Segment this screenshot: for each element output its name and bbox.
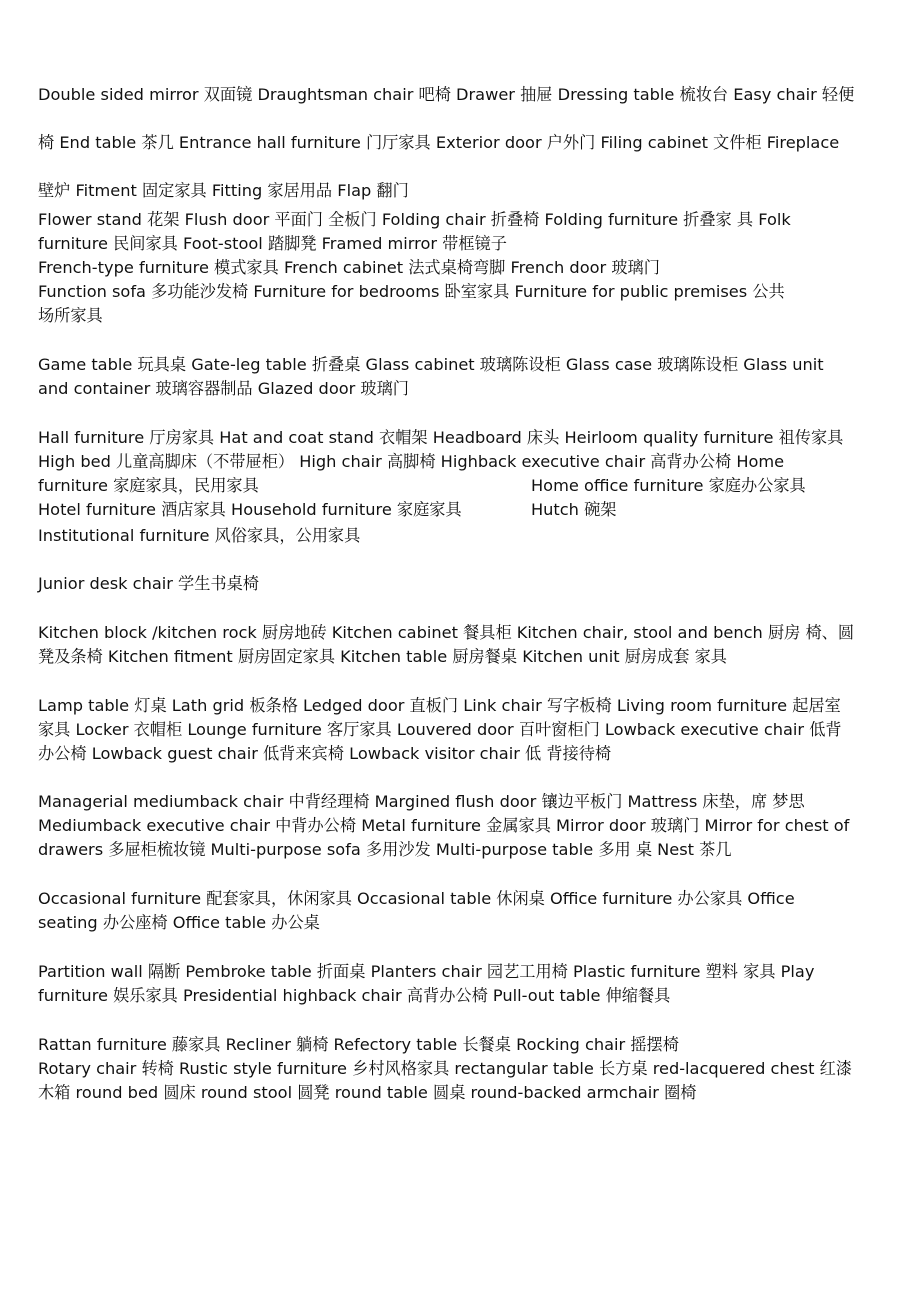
text-line: Kitchen block /kitchen rock 厨房地砖 Kitchen cabinet 餐具柜 Kitchen chair, stool and bench 厨房 椅、圆 <box>38 623 855 642</box>
text-segment: furniture 家庭家具，民用家具 <box>38 476 259 495</box>
text-line: Game table 玩具桌 Gate-leg table 折叠桌 Glass cabinet 玻璃陈设柜 Glass case 玻璃陈设柜 Glass unit <box>38 355 824 374</box>
text-line: High bed 儿童高脚床（不带屉柜） High chair 高脚椅 Highback executive chair 高背办公椅 Home <box>38 452 785 471</box>
text-line: Rotary chair 转椅 Rustic style furniture 乡村风格家具 rectangular table 长方桌 red-lacquered chest 红漆 <box>38 1059 852 1078</box>
text-line: furniture 民间家具 Foot-stool 踏脚凳 Framed mirror 带框镜子 <box>38 234 507 253</box>
text-line: Rattan furniture 藤家具 Recliner 躺椅 Refectory table 长餐桌 Rocking chair 摇摆椅 <box>38 1035 679 1054</box>
text-line: Junior desk chair 学生书桌椅 <box>38 574 259 593</box>
text-line: Managerial mediumback chair 中背经理椅 Margined flush door 镶边平板门 Mattress 床垫，席 梦思 <box>38 792 805 811</box>
text-segment: Hotel furniture 酒店家具 Household furniture 家庭家具 <box>38 500 462 519</box>
text-line: Institutional furniture 风俗家具，公用家具 <box>38 526 361 545</box>
text-line: 办公椅 Lowback guest chair 低背来宾椅 Lowback visitor chair 低 背接待椅 <box>38 744 612 763</box>
text-line: Function sofa 多功能沙发椅 Furniture for bedrooms 卧室家具 Furniture for public premises 公共 <box>38 282 785 301</box>
text-line: Flower stand 花架 Flush door 平面门 全板门 Folding chair 折叠椅 Folding furniture 折叠家 具 Folk <box>38 210 791 229</box>
text-line: drawers 多屉柜梳妆镜 Multi-purpose sofa 多用沙发 Multi-purpose table 多用 桌 Nest 茶几 <box>38 840 732 859</box>
text-line: 家具 Locker 衣帽柜 Lounge furniture 客厅家具 Louvered door 百叶窗柜门 Lowback executive chair 低背 <box>38 720 842 739</box>
text-line: seating 办公座椅 Office table 办公桌 <box>38 913 320 932</box>
text-line: 场所家具 <box>38 306 103 325</box>
text-line: Occasional furniture 配套家具，休闲家具 Occasional table 休闲桌 Office furniture 办公家具 Office <box>38 889 795 908</box>
text-line: Lamp table 灯桌 Lath grid 板条格 Ledged door 直板门 Link chair 写字板椅 Living room furniture 起居室 <box>38 696 841 715</box>
text-segment: Hutch 碗架 <box>531 500 617 519</box>
text-line: Partition wall 隔断 Pembroke table 折面桌 Planters chair 园艺工用椅 Plastic furniture 塑料 家具 Play <box>38 962 815 981</box>
text-line: 凳及条椅 Kitchen fitment 厨房固定家具 Kitchen table 厨房餐桌 Kitchen unit 厨房成套 家具 <box>38 647 727 666</box>
text-line: furniture 娱乐家具 Presidential highback chair 高背办公椅 Pull-out table 伸缩餐具 <box>38 986 671 1005</box>
text-line: Double sided mirror 双面镜 Draughtsman chair 吧椅 Drawer 抽屉 Dressing table 梳妆台 Easy chair 轻便 <box>38 85 855 104</box>
text-line <box>38 498 880 522</box>
text-line: 椅 End table 茶几 Entrance hall furniture 门厅家具 Exterior door 户外门 Filing cabinet 文件柜 Fireplace <box>38 133 840 152</box>
text-line <box>38 474 880 498</box>
text-line: Mediumback executive chair 中背办公椅 Metal furniture 金属家具 Mirror door 玻璃门 Mirror for chest of <box>38 816 850 835</box>
text-line: Hall furniture 厅房家具 Hat and coat stand 衣帽架 Headboard 床头 Heirloom quality furniture 祖传家具 <box>38 428 844 447</box>
text-line: 壁炉 Fitment 固定家具 Fitting 家居用品 Flap 翻门 <box>38 181 409 200</box>
text-line: 木箱 round bed 圆床 round stool 圆凳 round table 圆桌 round-backed armchair 圈椅 <box>38 1083 697 1102</box>
text-segment: Home office furniture 家庭办公家具 <box>531 476 806 495</box>
text-line: and container 玻璃容器制品 Glazed door 玻璃门 <box>38 379 409 398</box>
text-line: French-type furniture 模式家具 French cabinet 法式桌椅弯脚 French door 玻璃门 <box>38 258 660 277</box>
